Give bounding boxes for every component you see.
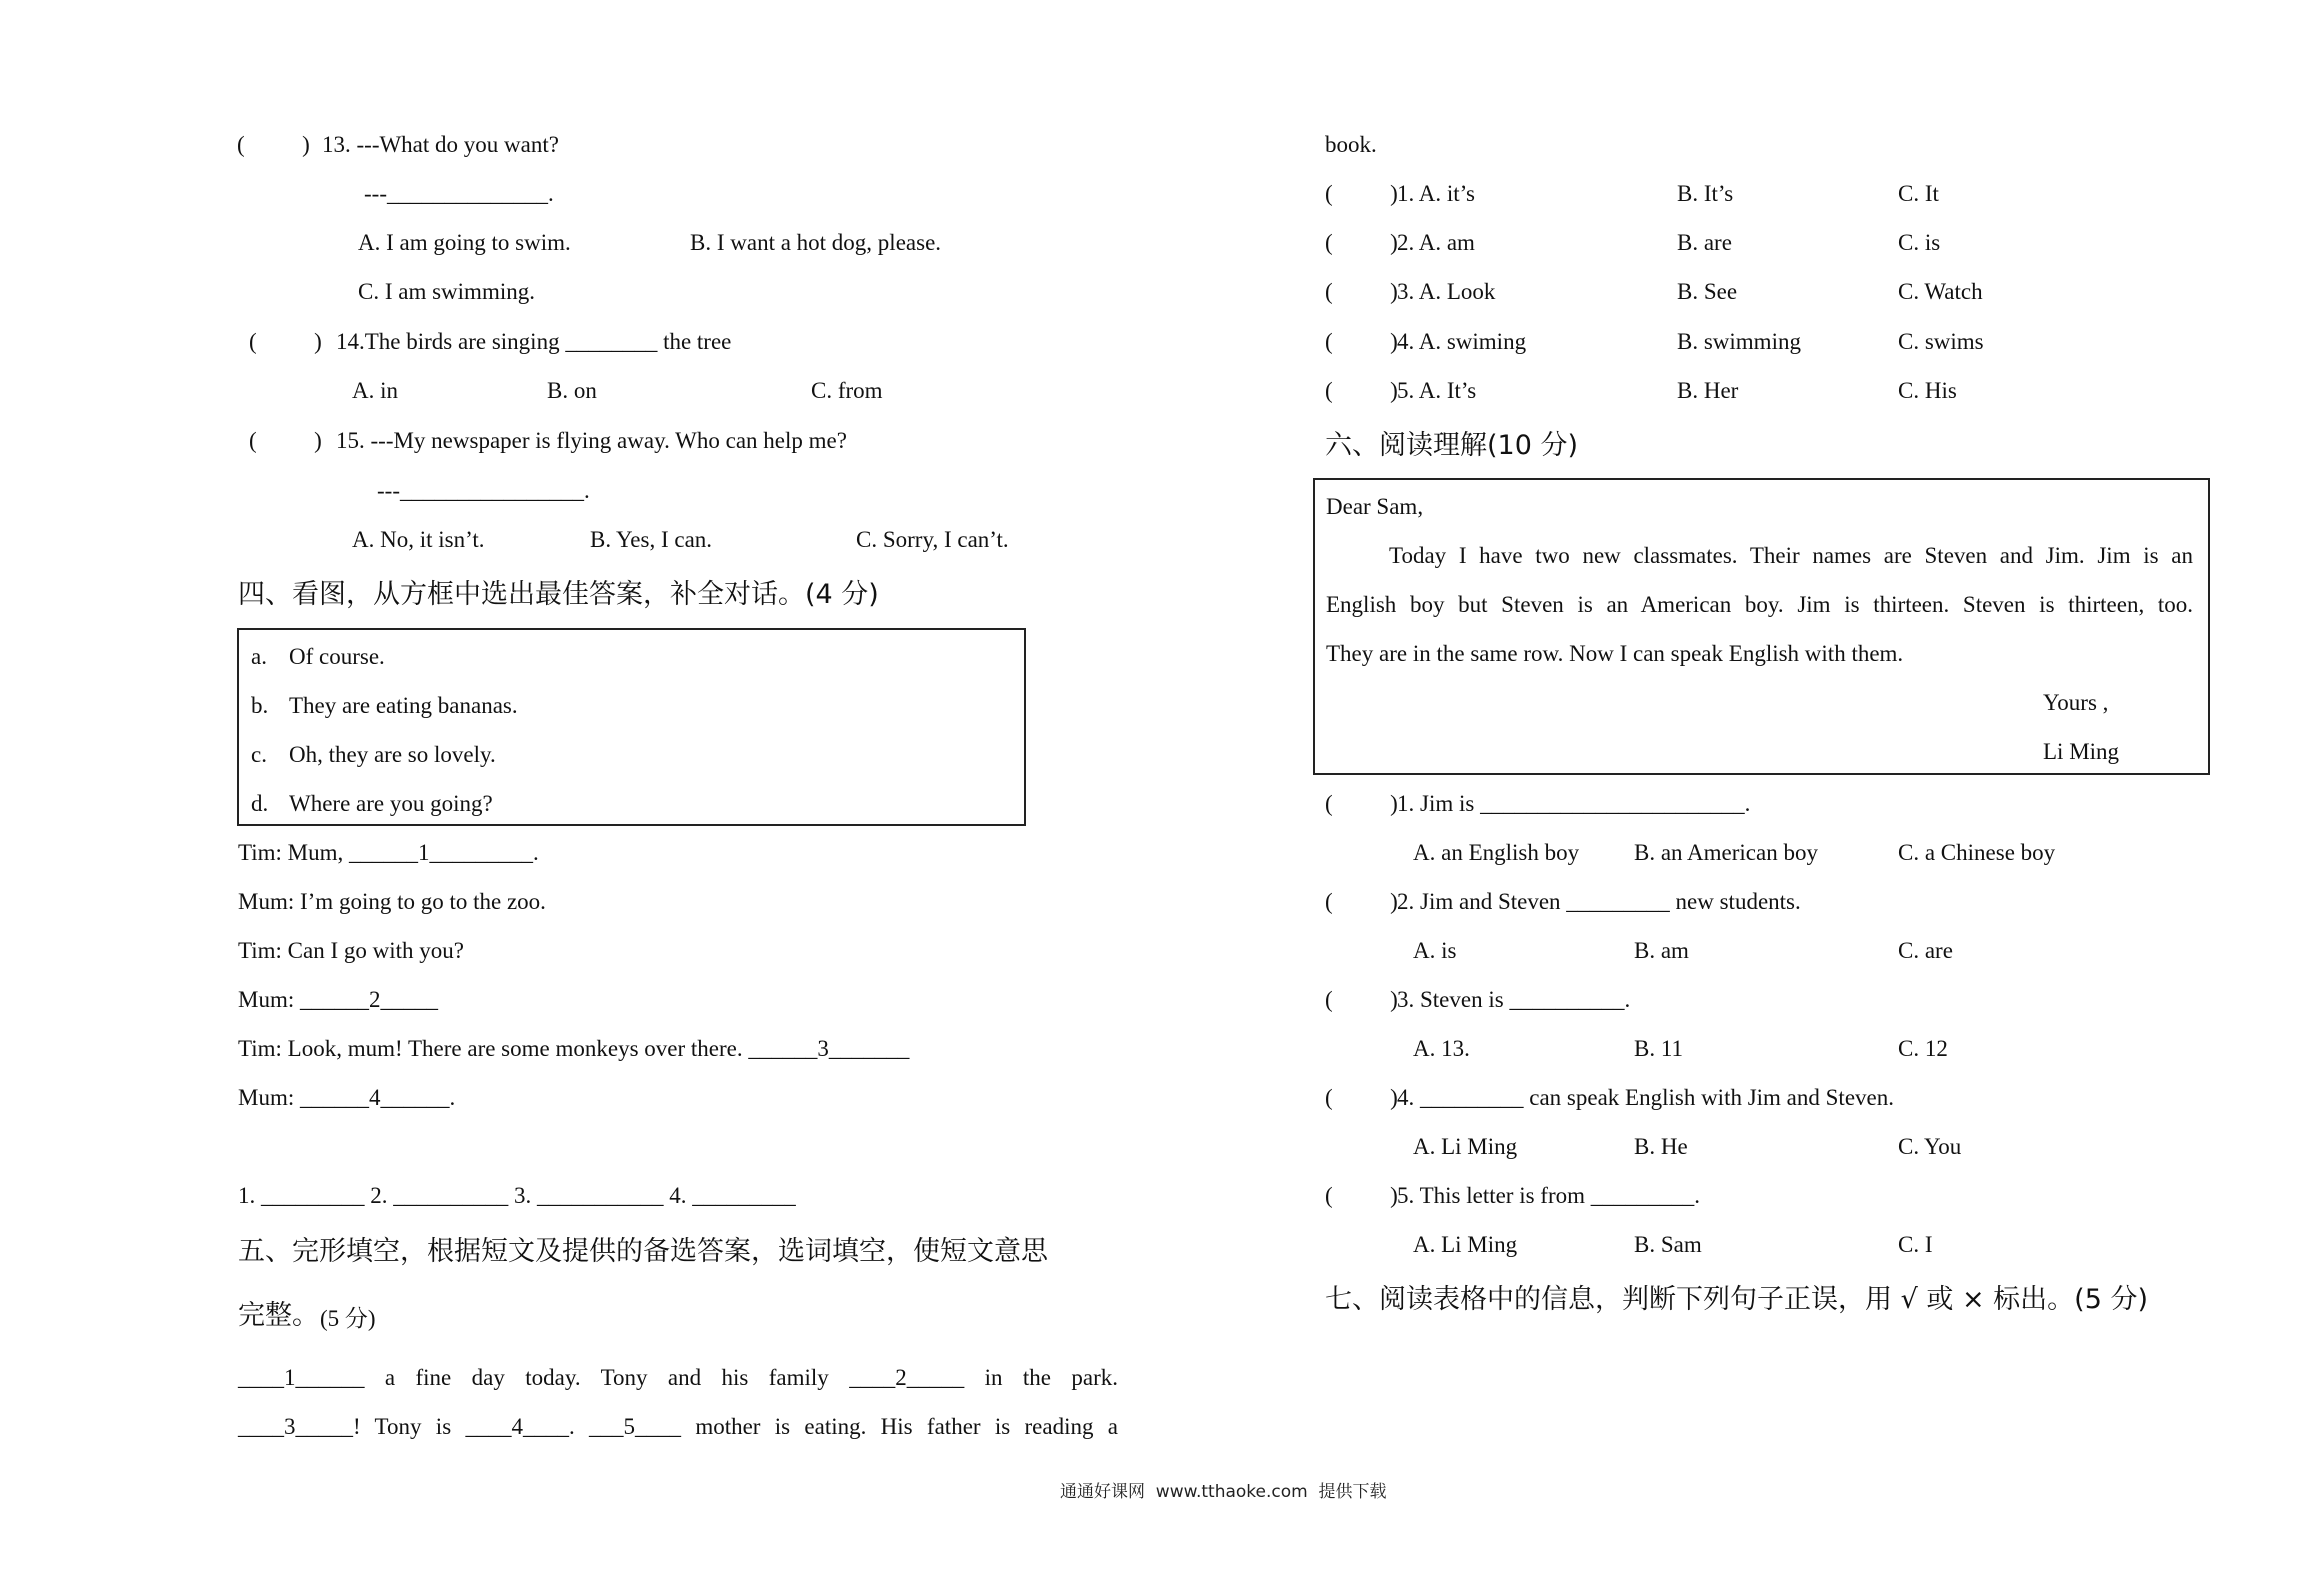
q14-stem: 14.The birds are singing ________ the tree	[336, 329, 732, 354]
q15-option-a: A. No, it isn’t.	[352, 527, 485, 552]
q13-option-a: A. I am going to swim.	[358, 230, 571, 255]
q14-option-c: C. from	[811, 378, 883, 403]
cloze-5-option-b: B. Her	[1677, 378, 1739, 403]
q13-option-b: B. I want a hot dog, please.	[690, 230, 942, 255]
q13-stem: 13. ---What do you want?	[322, 132, 559, 157]
cloze-2-paren: ( )	[1325, 230, 1398, 255]
reading-q5-stem: 5. This letter is from _________.	[1397, 1183, 1701, 1208]
section4-answer-line: 1. _________ 2. __________ 3. ___________ 4. _________	[238, 1183, 796, 1208]
section6-heading: 六、阅读理解(10 分)	[1325, 430, 1579, 461]
q13-blank: ---______________.	[364, 181, 554, 206]
reading-q1-option-b: B. an American boy	[1634, 840, 1818, 865]
option-b-text: They are eating bananas.	[289, 693, 518, 718]
reading-q5-paren: ( )	[1325, 1183, 1398, 1208]
section5-heading-line1: 五、完形填空，根据短文及提供的备选答案，选词填空，使短文意思	[238, 1236, 1048, 1267]
q15-paren: ( )	[249, 428, 322, 453]
cloze-5-option-a: 5. A. It’s	[1397, 378, 1477, 403]
q13-option-c: C. I am swimming.	[358, 279, 535, 304]
q15-blank: ---________________.	[377, 478, 590, 503]
q15-option-c: C. Sorry, I can’t.	[856, 527, 1009, 552]
section4-heading: 四、看图，从方框中选出最佳答案，补全对话。(4 分)	[238, 579, 879, 610]
reading-q2-paren: ( )	[1325, 889, 1398, 914]
passage-carry-over: book.	[1325, 132, 1377, 157]
option-b-letter: b.	[251, 693, 269, 718]
cloze-4-paren: ( )	[1325, 329, 1398, 354]
letter-line-2: English boy but Steven is an American boy. Jim is thirteen. Steven is thirteen, too.	[1326, 592, 2193, 617]
cloze-1-option-a: 1. A. it’s	[1397, 181, 1475, 206]
cloze-2-option-b: B. are	[1677, 230, 1732, 255]
reading-q5-option-b: B. Sam	[1634, 1232, 1702, 1257]
dialog-line-6: Mum: ______4______.	[238, 1085, 456, 1110]
reading-q5-option-a: A. Li Ming	[1413, 1232, 1518, 1257]
reading-q3-stem: 3. Steven is __________.	[1397, 987, 1631, 1012]
reading-q3-option-b: B. 11	[1634, 1036, 1683, 1061]
q14-paren: ( )	[249, 329, 322, 354]
dialog-line-1: Tim: Mum, ______1_________.	[238, 840, 539, 865]
reading-q2-stem: 2. Jim and Steven _________ new students.	[1397, 889, 1801, 914]
section7-heading: 七、阅读表格中的信息，判断下列句子正误，用 √ 或 × 标出。(5 分)	[1325, 1284, 2148, 1315]
letter-greeting: Dear Sam,	[1326, 494, 1424, 519]
cloze-3-option-a: 3. A. Look	[1397, 279, 1496, 304]
option-d-letter: d.	[251, 791, 269, 816]
reading-q4-option-b: B. He	[1634, 1134, 1688, 1159]
footer-source: 通通好课网 www.tthaoke.com 提供下载	[1060, 1482, 1387, 1502]
reading-q3-option-c: C. 12	[1898, 1036, 1948, 1061]
cloze-3-paren: ( )	[1325, 279, 1398, 304]
option-c-letter: c.	[251, 742, 267, 767]
reading-q4-paren: ( )	[1325, 1085, 1398, 1110]
cloze-5-paren: ( )	[1325, 378, 1398, 403]
option-a-letter: a.	[251, 644, 267, 669]
reading-q1-stem: 1. Jim is _______________________.	[1397, 791, 1751, 816]
letter-signature: Li Ming	[2043, 739, 2120, 764]
dialog-line-3: Tim: Can I go with you?	[238, 938, 464, 963]
letter-line-3: They are in the same row. Now I can speak English with them.	[1326, 641, 1904, 666]
q14-option-a: A. in	[352, 378, 398, 403]
reading-q1-option-c: C. a Chinese boy	[1898, 840, 2056, 865]
option-c-text: Oh, they are so lovely.	[289, 742, 496, 767]
cloze-1-paren: ( )	[1325, 181, 1398, 206]
reading-q1-paren: ( )	[1325, 791, 1398, 816]
reading-q4-stem: 4. _________ can speak English with Jim and Steven.	[1397, 1085, 1894, 1110]
cloze-1-option-b: B. It’s	[1677, 181, 1734, 206]
q15-option-b: B. Yes, I can.	[590, 527, 713, 552]
reading-q3-option-a: A. 13.	[1413, 1036, 1470, 1061]
option-d-text: Where are you going?	[289, 791, 493, 816]
cloze-4-option-c: C. swims	[1898, 329, 1984, 354]
reading-q1-option-a: A. an English boy	[1413, 840, 1580, 865]
letter-closing: Yours ,	[2043, 690, 2109, 715]
cloze-4-option-a: 4. A. swiming	[1397, 329, 1527, 354]
q14-option-b: B. on	[547, 378, 597, 403]
section5-passage-line2: ____3_____! Tony is ____4____. ___5____ mother is eating. His father is reading a	[238, 1414, 1118, 1439]
reading-q2-option-c: C. are	[1898, 938, 1953, 963]
dialog-line-5: Tim: Look, mum! There are some monkeys over there. ______3_______	[238, 1036, 910, 1061]
cloze-3-option-c: C. Watch	[1898, 279, 1983, 304]
dialog-line-4: Mum: ______2_____	[238, 987, 438, 1012]
cloze-5-option-c: C. His	[1898, 378, 1957, 403]
section5-passage-line1: ____1______ a fine day today. Tony and his family ____2_____ in the park.	[238, 1365, 1118, 1390]
option-a-text: Of course.	[289, 644, 385, 669]
q15-stem: 15. ---My newspaper is flying away. Who can help me?	[336, 428, 847, 453]
letter-box	[1313, 478, 2210, 775]
reading-q2-option-b: B. am	[1634, 938, 1689, 963]
letter-line-1: Today I have two new classmates. Their names are Steven and Jim. Jim is an	[1389, 543, 2193, 568]
reading-q4-option-c: C. You	[1898, 1134, 1962, 1159]
section5-heading-score: (5 分)	[320, 1306, 376, 1331]
reading-q5-option-c: C. I	[1898, 1232, 1933, 1257]
cloze-3-option-b: B. See	[1677, 279, 1738, 304]
section4-options-box	[237, 628, 1026, 826]
reading-q3-paren: ( )	[1325, 987, 1398, 1012]
dialog-line-2: Mum: I’m going to go to the zoo.	[238, 889, 546, 914]
section5-heading-line2: 完整。	[238, 1300, 319, 1331]
cloze-2-option-c: C. is	[1898, 230, 1941, 255]
cloze-4-option-b: B. swimming	[1677, 329, 1801, 354]
reading-q2-option-a: A. is	[1413, 938, 1457, 963]
cloze-2-option-a: 2. A. am	[1397, 230, 1475, 255]
cloze-1-option-c: C. It	[1898, 181, 1939, 206]
reading-q4-option-a: A. Li Ming	[1413, 1134, 1518, 1159]
q13-paren: ( )	[237, 132, 310, 157]
